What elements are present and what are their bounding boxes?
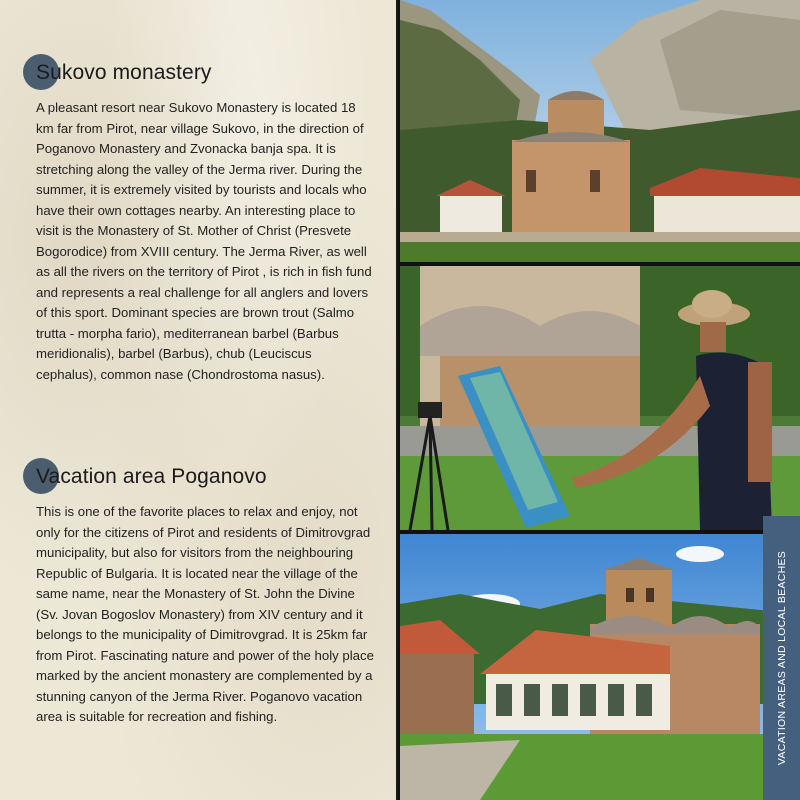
photo-image bbox=[400, 534, 800, 800]
photo-sukovo-monastery-cliffs bbox=[400, 0, 800, 262]
side-label-text: VACATION AREAS AND LOCAL BEACHES bbox=[775, 550, 788, 766]
photo-image bbox=[400, 266, 800, 530]
section-body: A pleasant resort near Sukovo Monastery is located 18 km far from Pirot, near village Sukovo, in the direction of Poganovo Monastery and Zvonacka banja spa. It is stretching along the valley of the Jerma river. During the summer, it is extremely visited by tourists and locals who have their own cottages nearby. An interesting place to visit is the Monastery of St. Mother of Christ (Presvete Bogorodice) from XVIII century. The Jerma River, as well as all the rivers on the territory of Pirot , is rich in fish fund and represents a real challenge for all anglers and lovers of this sport. Dominant species are brown trout (Salmo trutta - morpha fario), mediterranean barbel (Barbus meridionalis), barbel (Barbus), chub (Leuciscus cephalus), common nase (Chondrostoma nasus). bbox=[36, 100, 372, 382]
photo-column bbox=[398, 0, 800, 800]
section-sukovo-monastery bbox=[36, 58, 374, 385]
section-heading bbox=[36, 462, 374, 492]
section-vacation-area-poganovo bbox=[36, 462, 374, 728]
photo-image bbox=[400, 0, 800, 262]
section-body: This is one of the favorite places to relax and enjoy, not only for the citizens of Pirot and residents of Dimitrovgrad municipality, but also for visitors from the neighbouring Republic of Bulgaria. It is located near the village of the same name, near the Monastery of St. John the Divine (Sv. Jovan Bogoslov Monastery) from XIV century and it belongs to the municipality of Dimitrovgrad. It is 25km far from Pirot. Fascinating nature and power of the holy place marked by the ancient monastery are complemented by a stunning canyon of the Jerma River. Poganovo vacation area is suitable for recreation and fishing. bbox=[36, 504, 374, 724]
section-heading bbox=[36, 58, 374, 88]
section-title: Sukovo monastery bbox=[36, 61, 212, 84]
section-title: Vacation area Poganovo bbox=[36, 465, 267, 488]
photo-poganovo-monastery bbox=[400, 534, 800, 800]
photo-painter-at-monastery bbox=[400, 266, 800, 530]
text-column bbox=[0, 0, 396, 800]
side-category-label bbox=[763, 516, 800, 800]
